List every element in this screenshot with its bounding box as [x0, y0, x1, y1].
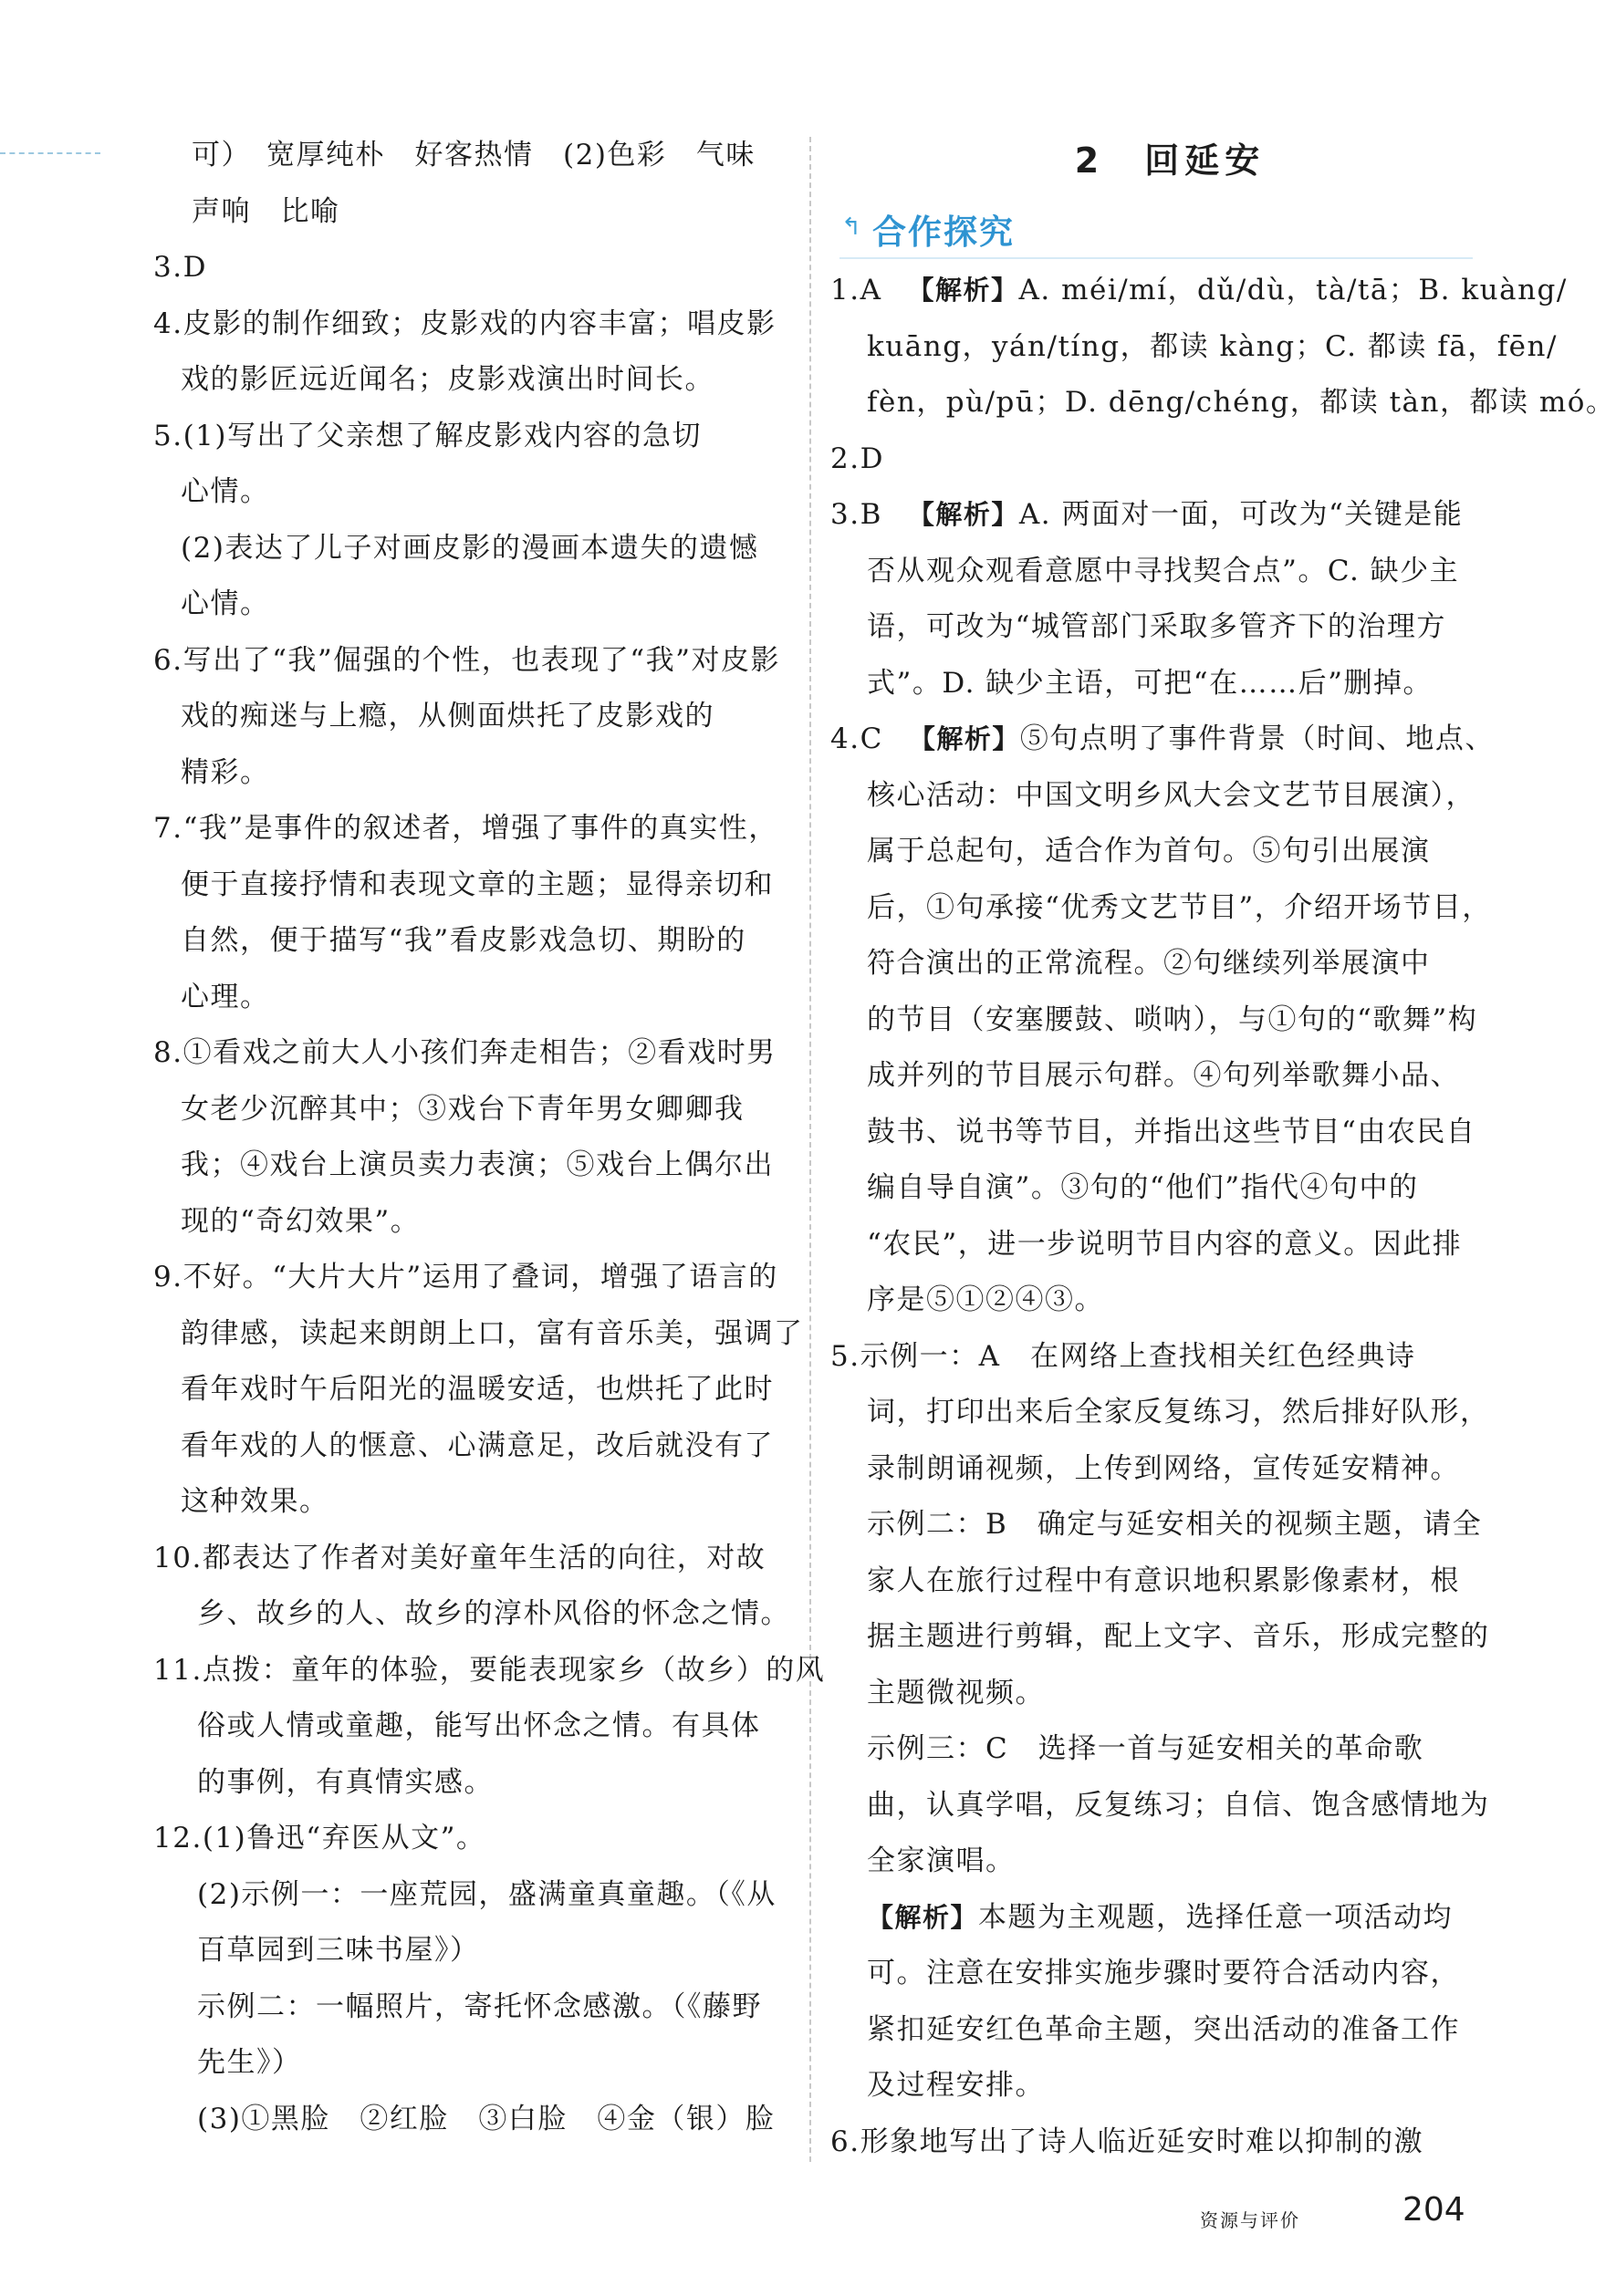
answer-number: 12.: [153, 1822, 203, 1854]
text-line: kuāng，yán/tíng，都读 kàng；C. 都读 fā，fēn/: [867, 329, 1558, 363]
text-line: 的节目（安塞腰鼓、唢呐），与①句的“歌舞”构: [867, 1003, 1478, 1036]
answer-number: 3.: [153, 251, 183, 284]
column-divider: [809, 137, 811, 2162]
answer-letter: B: [860, 498, 882, 531]
answer-11: 11.点拨：童年的体验，要能表现家乡（故乡）的风: [153, 1643, 783, 1699]
cooperative-inquiry-label: 合作探究: [872, 213, 1015, 252]
answer-10: 10.都表达了作者对美好童年生活的向往，对故: [153, 1531, 783, 1587]
answer-1: 1.A 【解析】A. méi/mí，dǔ/dù，tà/tā；B. kuàng/: [830, 263, 1473, 319]
text-line: 否从观众观看意愿中寻找契合点”。C. 缺少主: [867, 554, 1460, 587]
text-line: 示例二：一幅照片，寄托怀念感激。（《藤野: [197, 1990, 762, 2023]
answer-number: 7.: [153, 812, 183, 845]
analysis-label: 【解析】: [907, 275, 1019, 306]
text-line: 符合演出的正常流程。②句继续列举展演中: [867, 947, 1431, 980]
text-line: 曲，认真学唱，反复练习；自信、饱含感情地为: [867, 1788, 1490, 1822]
answer-12: 12.(1)鲁迅“弃医从文”。: [153, 1811, 783, 1867]
text-line: 可。注意在安排实施步骤时要符合活动内容，: [867, 1957, 1460, 1990]
answer-letter: C: [860, 722, 883, 755]
answer-number: 2.: [830, 442, 860, 475]
text-line: 序是⑤①②④③。: [867, 1283, 1104, 1316]
header-underline: [839, 257, 1473, 259]
text-line: 这种效果。: [181, 1485, 329, 1518]
text-line: 语，可改为“城管部门采取多管齐下的治理方: [867, 610, 1446, 643]
answer-letter: D: [860, 442, 884, 475]
text-line: 精彩。: [181, 755, 270, 789]
text-line: “农民”，进一步说明节目内容的意义。因此排: [867, 1227, 1463, 1261]
text-line: 现的“奇幻效果”。: [181, 1204, 421, 1238]
text-line: 乡、故乡的人、故乡的淳朴风俗的怀念之情。: [197, 1597, 790, 1630]
text-line: 可） 宽厚纯朴 好客热情 (2)色彩 气味: [192, 139, 756, 171]
text-line: 心理。: [181, 980, 270, 1013]
text-line: 词，打印出来后全家反复练习，然后排好队形，: [867, 1396, 1490, 1429]
text-line: 看年戏的人的惬意、心满意足，改后就没有了: [181, 1429, 774, 1462]
text-line: 核心活动：中国文明乡风大会文艺节目展演），: [867, 778, 1475, 812]
text-line: 【解析】本题为主观题，选择任意一项活动均: [867, 1900, 1454, 1934]
answer-number: 1.: [830, 274, 860, 306]
analysis-label: 【解析】: [867, 1901, 979, 1933]
answer-6: 6.写出了“我”倔强的个性，也表现了“我”对皮影: [153, 633, 783, 690]
section-title: 2 回延安: [1074, 140, 1266, 181]
text-line: 据主题进行剪辑，配上文字、音乐，形成完整的: [867, 1620, 1490, 1653]
answer-number: 11.: [153, 1653, 203, 1687]
text-line: 式”。D. 缺少主语，可把“在……后”删掉。: [867, 666, 1434, 700]
answer-letter: A: [860, 274, 882, 306]
answer-number: 4.: [153, 306, 183, 340]
bookmark-arrow-icon: ↰: [841, 213, 861, 241]
text-line: 录制朗诵视频，上传到网络，宣传延安精神。: [867, 1451, 1460, 1485]
page-number: 204: [1402, 2191, 1465, 2228]
text-line: 示例二：B 确定与延安相关的视频主题，请全: [867, 1508, 1483, 1541]
text-line: 戏的影匠远近闻名；皮影戏演出时间长。: [181, 363, 714, 396]
answer-number: 6.: [830, 2125, 860, 2158]
text-line: 自然，便于描写“我”看皮影戏急切、期盼的: [181, 924, 746, 957]
text-line: 心情。: [181, 587, 270, 620]
answer-9: 9.不好。“大片大片”运用了叠词，增强了语言的: [153, 1250, 783, 1306]
cooperative-inquiry-header: [830, 199, 1473, 263]
text-line: 属于总起句，适合作为首句。⑤句引出展演: [867, 835, 1431, 867]
answer-number: 6.: [153, 643, 183, 677]
text-line: 全家演唱。: [867, 1844, 1016, 1877]
answer-7: 7.“我”是事件的叙述者，增强了事件的真实性，: [153, 801, 783, 857]
answer-number: 5.: [830, 1339, 860, 1373]
answer-5: 5.(1)写出了父亲想了解皮影戏内容的急切: [153, 409, 783, 465]
answer-3: 3.B 【解析】A. 两面对一面，可改为“关键是能: [830, 487, 1473, 544]
answer-number: 8.: [153, 1036, 183, 1069]
text-line: fèn，pù/pū；D. dēng/chéng，都读 tàn，都读 mó。: [867, 386, 1616, 419]
answer-number: 5.: [153, 419, 183, 452]
footer-book-title: 资源与评价: [1200, 2209, 1300, 2231]
text-line: 看年戏时午后阳光的温暖安适，也烘托了此时: [181, 1373, 774, 1406]
answer-8: 8.①看戏之前大人小孩们奔走相告；②看戏时男: [153, 1025, 783, 1082]
text-line: 便于直接抒情和表现文章的主题；显得亲切和: [181, 867, 774, 901]
answer-4: 4.C 【解析】⑤句点明了事件背景（时间、地点、: [830, 712, 1473, 768]
text-line: 韵律感，读起来朗朗上口，富有音乐美，强调了: [181, 1316, 804, 1350]
answer-number: 3.: [830, 498, 860, 531]
text-line: 戏的痴迷与上瘾，从侧面烘托了皮影戏的: [181, 700, 714, 732]
text-line: (2)示例一：一座荒园，盛满童真童趣。（《从: [197, 1877, 777, 1911]
text-line: (2)表达了儿子对画皮影的漫画本遗失的遗憾: [181, 531, 759, 565]
top-dashed-rule: [0, 152, 100, 154]
text-line: 主题微视频。: [867, 1676, 1045, 1709]
analysis-label: 【解析】: [908, 723, 1020, 754]
answer-2: [830, 431, 1473, 488]
left-column: [153, 128, 826, 2147]
right-column: [830, 128, 1616, 2170]
text-line: 成并列的节目展示句群。④句列举歌舞小品、: [867, 1059, 1460, 1092]
text-line: (3)①黑脸 ②红脸 ③白脸 ④金（银）脸: [197, 2102, 776, 2135]
answer-number: 4.: [830, 722, 860, 755]
answer-number: 10.: [153, 1541, 203, 1574]
answer-4: 4.皮影的制作细致；皮影戏的内容丰富；唱皮影: [153, 296, 783, 353]
text-line: 紧扣延安红色革命主题，突出活动的准备工作: [867, 2012, 1460, 2046]
analysis-label: 【解析】: [907, 499, 1019, 530]
text-line: 鼓书、说书等节目，并指出这些节目“由农民自: [867, 1115, 1476, 1148]
text-line: 家人在旅行过程中有意识地积累影像素材，根: [867, 1564, 1460, 1597]
answer-6: 6.形象地写出了诗人临近延安时难以抑制的激: [830, 2114, 1473, 2171]
text-line: 俗或人情或童趣，能写出怀念之情。有具体: [197, 1709, 761, 1742]
text-line: 我；④戏台上演员卖力表演；⑤戏台上偶尔出: [181, 1148, 774, 1181]
text-line: 示例三：C 选择一首与延安相关的革命歌: [867, 1732, 1424, 1765]
text-line: 百草园到三味书屋》）: [197, 1934, 480, 1967]
text-line: 的事例，有真情实感。: [197, 1765, 494, 1799]
answer-5: 5.示例一：A 在网络上查找相关红色经典诗: [830, 1329, 1473, 1386]
answer-3: 3.D: [153, 240, 783, 296]
text-line: 声响 比喻: [192, 194, 340, 228]
text-line: 女老少沉醉其中；③戏台下青年男女卿卿我: [181, 1092, 745, 1126]
answer-number: 9.: [153, 1261, 183, 1293]
text-line: 及过程安排。: [867, 2069, 1045, 2102]
text-line: 先生》）: [197, 2046, 302, 2079]
text-line: 后，①句承接“优秀文艺节目”，介绍开场节目，: [867, 890, 1492, 924]
text-line: 编自导自演”。③句的“他们”指代④句中的: [867, 1171, 1419, 1204]
text-line: 心情。: [181, 475, 270, 508]
